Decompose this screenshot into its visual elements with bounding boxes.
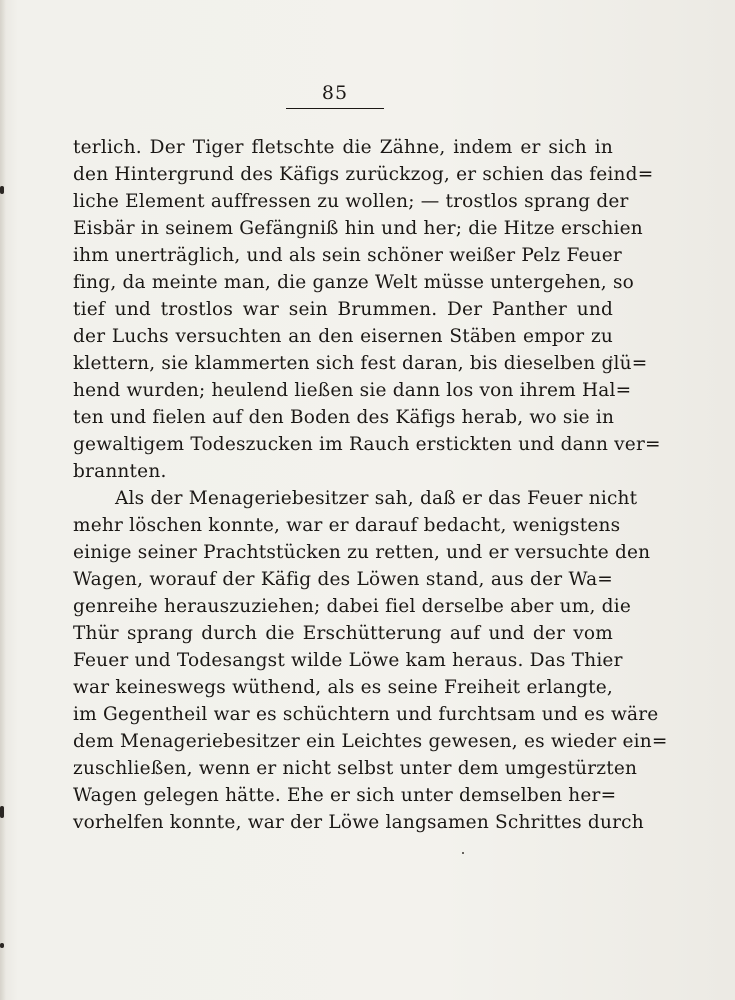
text-line: gewaltigem Todeszucken im Rauch erstickten und dann ver= [73, 434, 661, 455]
ink-spot [0, 186, 4, 194]
page-edge-shadow [0, 0, 6, 1000]
text-line: war keineswegs wüthend, als es seine Freiheit erlangte, [73, 677, 613, 698]
paragraph-2 [73, 485, 668, 836]
paragraph-1 [73, 134, 661, 485]
ink-spot [0, 943, 4, 948]
text-line: tief und trostlos war sein Brummen. Der Panther und [73, 299, 613, 320]
text-line: einige seiner Prachtstücken zu retten, und er versuchte den [73, 542, 651, 563]
text-line: klettern, sie klammerten sich fest daran, bis dieselben glü= [73, 353, 648, 374]
text-line: im Gegentheil war es schüchtern und furchtsam und es wäre [73, 704, 659, 725]
text-line: der Luchs versuchten an den eisernen Stäben empor zu [73, 326, 613, 347]
text-line: Thür sprang durch die Erschütterung auf und der vom [73, 623, 613, 644]
text-line: Als der Menageriebesitzer sah, daß er das Feuer nicht [115, 488, 638, 509]
body-text [73, 134, 668, 836]
text-line: mehr löschen konnte, war er darauf bedacht, wenigstens [73, 515, 621, 536]
text-line: Wagen, worauf der Käfig des Löwen stand, aus der Wa= [73, 569, 613, 590]
text-line: brannten. [73, 461, 167, 482]
text-line: terlich. Der Tiger fletschte die Zähne, indem er sich in [73, 137, 613, 158]
header-rule [286, 108, 384, 109]
text-line: zuschließen, wenn er nicht selbst unter dem umgestürzten [73, 758, 638, 779]
text-line: den Hintergrund des Käfigs zurückzog, er schien das feind= [73, 164, 654, 185]
text-line: vorhelfen konnte, war der Löwe langsamen Schrittes durch [73, 812, 644, 833]
text-line: liche Element auffressen zu wollen; — trostlos sprang der [73, 191, 629, 212]
text-line: fing, da meinte man, die ganze Welt müsse untergehen, so [73, 272, 634, 293]
page-number: 85 [321, 82, 349, 104]
text-line: genreihe herauszuziehen; dabei fiel derselbe aber um, die [73, 596, 631, 617]
ink-spot [0, 806, 4, 818]
text-line: ihm unerträglich, und als sein schöner weißer Pelz Feuer [73, 245, 622, 266]
text-line: ten und fielen auf den Boden des Käfigs herab, wo sie in [73, 407, 615, 428]
text-line: Wagen gelegen hätte. Ehe er sich unter demselben her= [73, 785, 617, 806]
paper-speck [462, 852, 464, 854]
text-line: Feuer und Todesangst wilde Löwe kam heraus. Das Thier [73, 650, 623, 671]
text-line: dem Menageriebesitzer ein Leichtes gewesen, es wieder ein= [73, 731, 668, 752]
text-line: hend wurden; heulend ließen sie dann los von ihrem Hal= [73, 380, 632, 401]
text-line: Eisbär in seinem Gefängniß hin und her; die Hitze erschien [73, 218, 643, 239]
